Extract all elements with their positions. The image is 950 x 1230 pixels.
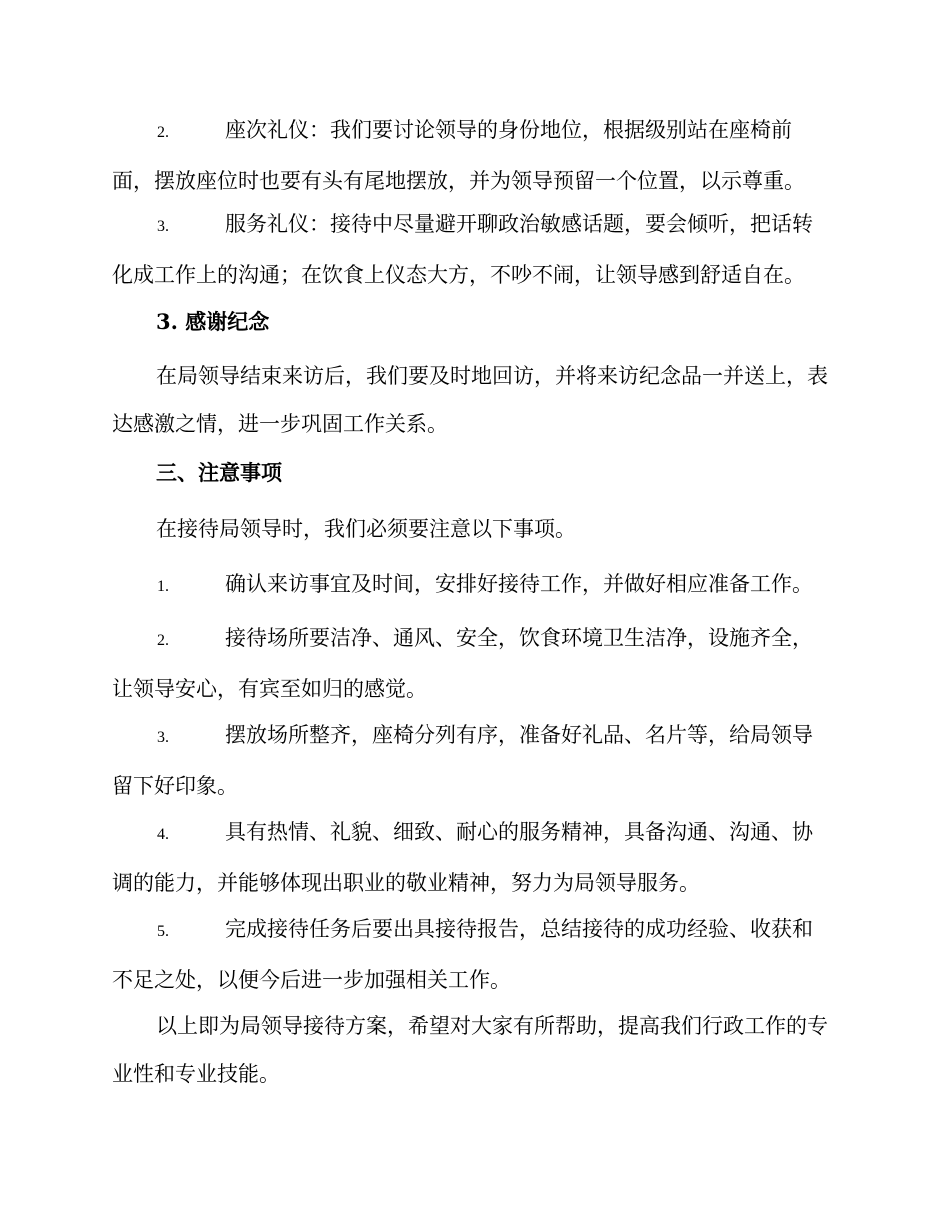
list-item (112, 106, 832, 205)
list-item-text: 服务礼仪：接待中尽量避开聊政治敏感话题，要会倾听，把话转化成工作上的沟通；在饮食上仪态大方，不吵不闹，让领导感到舒适自在。 (112, 212, 813, 287)
list-item-number: 3. (157, 218, 169, 235)
list-item-text: 具有热情、礼貌、细致、耐心的服务精神，具备沟通、沟通、协调的能力，并能够体现出职业的敬业精神，努力为局领导服务。 (112, 820, 813, 895)
list-item (112, 560, 832, 611)
list-item-text: 座次礼仪：我们要讨论领导的身份地位，根据级别站在座椅前面，摆放座位时也要有头有尾地摆放，并为领导预留一个位置，以示尊重。 (112, 118, 805, 193)
list-item (112, 808, 832, 907)
section-heading-thanks: 3. 感谢纪念 (156, 309, 270, 334)
list-item (112, 200, 832, 299)
list-item-text: 完成接待任务后要出具接待报告，总结接待的成功经验、收获和不足之处，以便今后进一步加强相关工作。 (112, 917, 813, 992)
list-item (112, 711, 832, 810)
list-item (112, 905, 832, 1004)
list-item-number: 3. (157, 729, 169, 746)
list-item-number: 4. (157, 826, 169, 843)
list-item-number: 2. (157, 632, 169, 649)
section-heading-notes: 三、注意事项 (156, 460, 282, 485)
closing-paragraph: 以上即为局领导接待方案，希望对大家有所帮助，提高我们行政工作的专业性和专业技能。 (112, 1014, 828, 1086)
list-item-number: 1. (157, 578, 169, 595)
list-item-text: 摆放场所整齐，座椅分列有序，准备好礼品、名片等，给局领导留下好印象。 (112, 723, 813, 798)
list-item-text: 接待场所要洁净、通风、安全，饮食环境卫生洁净，设施齐全，让领导安心，有宾至如归的感觉。 (112, 626, 813, 701)
list-item-number: 2. (157, 124, 169, 141)
list-item (112, 614, 832, 713)
list-item-number: 5. (157, 923, 169, 940)
paragraph-thanks: 在局领导结束来访后，我们要及时地回访，并将来访纪念品一并送上，表达感激之情，进一步巩固工作关系。 (112, 364, 828, 436)
list-item-text: 确认来访事宜及时间，安排好接待工作，并做好相应准备工作。 (225, 572, 813, 596)
paragraph-notes-intro: 在接待局领导时，我们必须要注意以下事项。 (156, 517, 576, 541)
